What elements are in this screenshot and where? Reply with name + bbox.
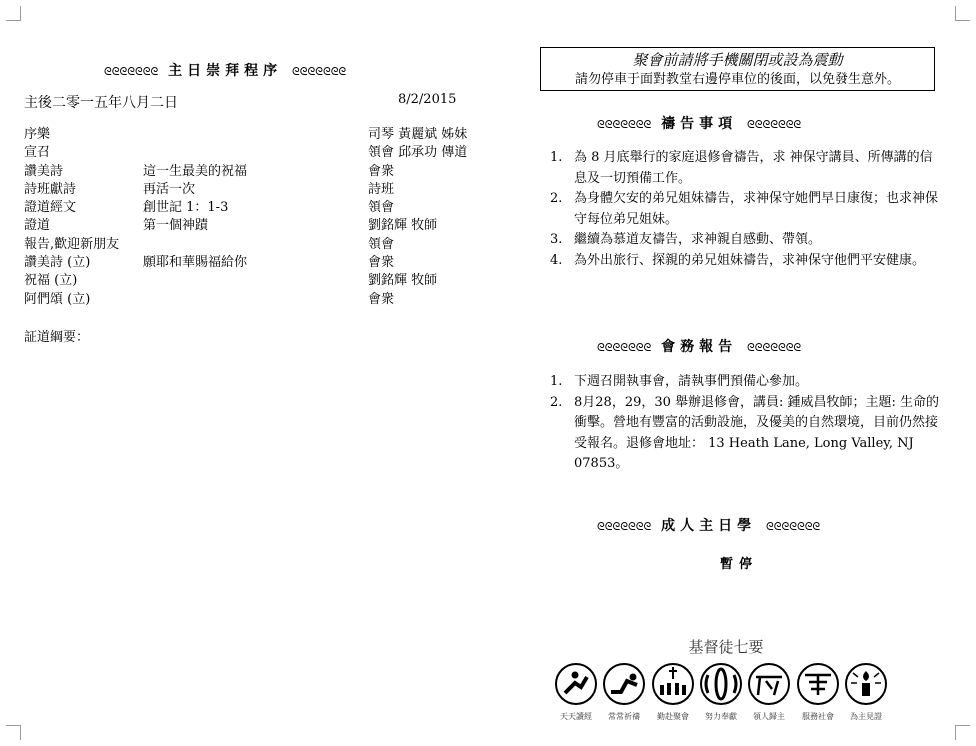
heading-ornament: ᘓᘓᘓᘓᘓᘓᘓ [746,341,802,354]
logo-title: 基督徒七要 [688,638,764,656]
praying-figure-icon [604,664,644,704]
heading-ornament: ᘓᘓᘓᘓᘓᘓᘓ [597,520,652,533]
program-detail: 創世記 1：1-3 [143,200,229,216]
congregation-icon [653,664,693,704]
program-item: 阿們頌 (立) [24,291,91,307]
list-item [550,230,945,251]
affairs-heading [597,336,801,356]
date-line [24,92,457,112]
prayer-list [550,148,945,271]
program-row [24,254,484,272]
list-item-number: 2. [550,394,563,410]
heading-ornament: ᘓᘓᘓᘓᘓᘓᘓ [291,65,347,78]
list-item [550,148,945,189]
program-person: 詩班 [368,181,395,197]
heading-ornament: ᘓᘓᘓᘓᘓᘓᘓ [746,118,802,131]
program-detail: 再活一次 [143,181,196,197]
program-row [24,199,484,217]
program-person: 司琴 黃麗斌 姊妹 [368,127,468,142]
program-item: 讚美詩 [24,163,64,179]
program-row [24,272,484,290]
program-row [24,236,484,254]
prayer-title: 禱告事項 [661,116,738,132]
phone-notice: 聚會前請將手機關閉或設為震動 [632,51,843,69]
list-item-text: 下週召開執事會，請執事們預備心參加。 [574,374,809,389]
list-item-text: 8月28，29，30 舉辦退修會，講員: 鍾威昌牧師；主題: 生命的衝擊。營地有豐富的活動設施，及優美的自然環境，目前仍然接受報名。退修會地址： 13 Heath Lane, Long Valley, NJ 07853。 [574,394,940,471]
heading-ornament: ᘓᘓᘓᘓᘓᘓᘓ [765,520,821,533]
program-item: 證道經文 [24,200,77,216]
logo-caption: 努力奉獻 [705,712,737,721]
program-person: 劉銘輝 牧師 [368,218,438,234]
program-item: 祝福 (立) [24,273,78,289]
program-person: 領會 [368,200,395,216]
list-item-number: 4. [550,252,563,268]
offering-icon [701,664,741,704]
sunday-school-status: 暫停 [720,557,759,572]
worship-program [24,126,484,309]
logo-caption: 常常祈禱 [608,712,640,721]
program-row [24,144,484,162]
parking-notice: 請勿停車于面對教堂右邊停車位的後面，以免發生意外。 [574,72,900,87]
program-person: 會衆 [368,255,395,271]
page-corner-mark [955,725,970,740]
page-corner-mark [6,6,21,21]
prayer-heading [597,113,801,133]
program-row [24,217,484,235]
service-icon [798,664,838,704]
program-detail: 願耶和華賜福給你 [143,255,248,271]
list-item [550,251,945,272]
list-item [550,393,945,475]
program-item: 讚美詩 (立) [24,255,91,271]
list-item-text: 繼續為慕道友禱告，求神親自感動、帶領。 [574,232,822,247]
program-row [24,181,484,199]
affairs-list [550,372,945,475]
list-item-text: 為 8 月底舉行的家庭退修會禱告，求 神保守講員、所傳講的信息及一切預備工作。 [574,150,933,186]
program-person: 會衆 [368,291,395,307]
phone-notice-box [540,47,935,91]
program-person: 劉銘輝 牧師 [368,273,438,289]
list-item [550,189,945,230]
candle-witness-icon [846,664,886,704]
program-item: 宣召 [24,145,51,161]
worship-heading [104,60,346,80]
list-item-number: 3. [550,232,563,247]
program-detail: 這一生最美的祝福 [143,163,248,179]
date-chinese: 主後二零一五年八月二日 [24,95,178,111]
program-item: 報告,歡迎新朋友 [24,236,120,252]
sunday-school-heading [597,515,820,535]
worship-title: 主日崇拜程序 [168,63,283,79]
page-corner-mark [955,6,970,21]
seven-essentials-logo [553,637,899,727]
affairs-title: 會務報告 [661,339,738,355]
list-item [550,372,945,393]
logo-caption: 勤赴聚會 [657,712,689,721]
logo-caption: 為主見證 [850,712,882,721]
program-person: 會衆 [368,163,395,179]
heading-ornament: ᘓᘓᘓᘓᘓᘓᘓ [104,65,159,78]
list-item-number: 1. [550,150,563,165]
program-row [24,163,484,181]
program-row [24,126,484,144]
program-row [24,291,484,309]
list-item-text: 為身體欠安的弟兄姐妹禱告，求神保守她們早日康復；也求神保守每位弟兄姐妹。 [574,191,939,227]
heading-ornament: ᘓᘓᘓᘓᘓᘓᘓ [597,118,652,131]
heading-ornament: ᘓᘓᘓᘓᘓᘓᘓ [597,341,652,354]
logo-caption: 領人歸主 [753,712,785,721]
program-item: 序樂 [24,127,51,142]
book-reading-icon [556,664,596,704]
program-item: 詩班獻詩 [24,181,77,197]
program-item: 證道 [24,218,51,234]
logo-caption: 服務社會 [802,712,834,721]
list-item-number: 1. [550,374,563,389]
leading-people-icon [749,664,789,704]
list-item-text: 為外出旅行、探親的弟兄姐妹禱告，求神保守他們平安健康。 [574,252,926,268]
program-detail: 第一個神蹟 [143,218,209,234]
page-corner-mark [6,725,21,740]
date-numeric: 8/2/2015 [398,92,457,107]
list-item-number: 2. [550,191,563,206]
sunday-school-title: 成人主日學 [661,518,757,534]
program-person: 領會 [368,236,395,252]
program-person: 領會 邱承功 傳道 [368,145,468,161]
sermon-outline-label: 証道綱要： [24,330,90,345]
logo-caption: 天天讀經 [560,712,592,721]
